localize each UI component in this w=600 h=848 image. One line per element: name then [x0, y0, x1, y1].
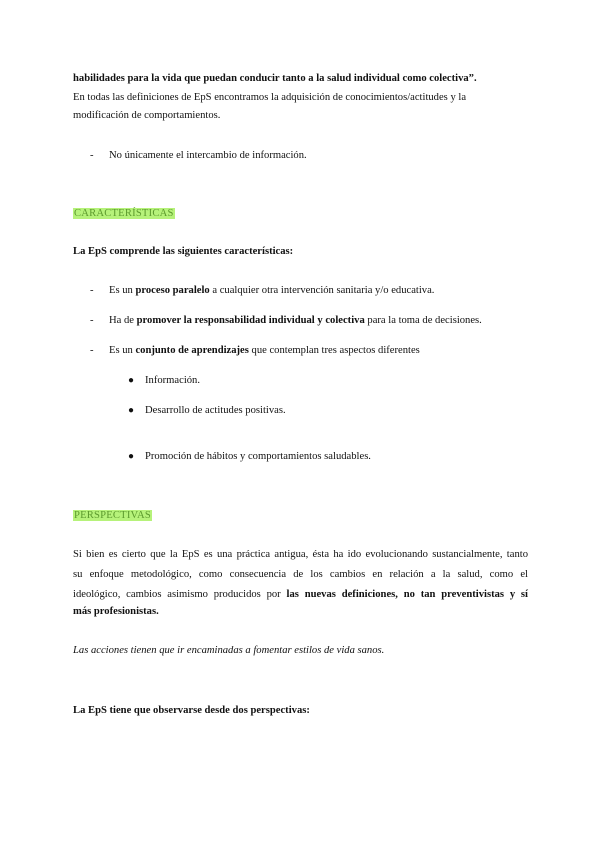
list-item-text: para la toma de decisiones. — [364, 315, 482, 326]
list-item-bold: conjunto de aprendizajes — [135, 345, 249, 356]
list-item-text: Es un — [109, 345, 136, 356]
paragraph-line: Si bien es cierto que la EpS es una práctica antigua, ésta ha ido evolucionando sustancialmente, tanto — [73, 549, 528, 560]
list-item-bold: promover la responsabilidad individual y colectiva — [136, 315, 365, 326]
list-item — [109, 284, 434, 298]
intro-line-3: modificación de comportamientos. — [73, 110, 221, 121]
paragraph-line-bold: más profesionistas. — [73, 606, 159, 617]
bullet-dot-icon: ● — [128, 405, 135, 416]
paragraph-bold: las nuevas definiciones, no tan preventivistas y sí — [286, 589, 528, 600]
sub-list-item: Promoción de hábitos y comportamientos saludables. — [145, 451, 371, 462]
intro-line-2: En todas las definiciones de EpS encontramos la adquisición de conocimientos/actitudes y la — [73, 92, 467, 103]
list-item-text: Es un — [109, 285, 136, 296]
list-item-text: Ha de — [109, 315, 137, 326]
dash-bullet: - — [90, 315, 94, 326]
intro-bullet-text: No únicamente el intercambio de información. — [109, 150, 307, 161]
dash-bullet: - — [90, 285, 94, 296]
paragraph-line — [73, 588, 528, 602]
sub-list-item: Desarrollo de actitudes positivas. — [145, 405, 286, 416]
sub-list-item: Información. — [145, 375, 201, 386]
dash-bullet: - — [90, 150, 94, 161]
paragraph-line: su enfoque metodológico, como consecuencia de los cambios en relación a la salud, como el — [73, 569, 528, 580]
list-item — [109, 344, 420, 358]
heading-highlight: CARACTERÍSTICAS — [74, 208, 174, 219]
section1-lead: La EpS comprende las siguientes características: — [73, 246, 294, 257]
list-item-text: a cualquier otra intervención sanitaria y/o educativa. — [209, 285, 435, 296]
list-item — [109, 314, 482, 328]
bullet-dot-icon: ● — [128, 375, 135, 386]
section-heading-perspectivas — [73, 509, 152, 523]
list-item-bold: proceso paralelo — [135, 285, 210, 296]
intro-bold-line: habilidades para la vida que puedan conducir tanto a la salud individual como colectiva”. — [73, 73, 477, 84]
closing-bold-line: La EpS tiene que observarse desde dos perspectivas: — [73, 705, 310, 716]
bullet-dot-icon: ● — [128, 451, 135, 462]
heading-highlight: PERSPECTIVAS — [74, 510, 151, 521]
list-item-text: que contemplan tres aspectos diferentes — [248, 345, 420, 356]
dash-bullet: - — [90, 345, 94, 356]
italic-note: Las acciones tienen que ir encaminadas a fomentar estilos de vida sanos. — [73, 645, 385, 656]
paragraph-text: ideológico, cambios asimismo producidos por — [73, 589, 287, 600]
section-heading-caracteristicas — [73, 207, 175, 221]
